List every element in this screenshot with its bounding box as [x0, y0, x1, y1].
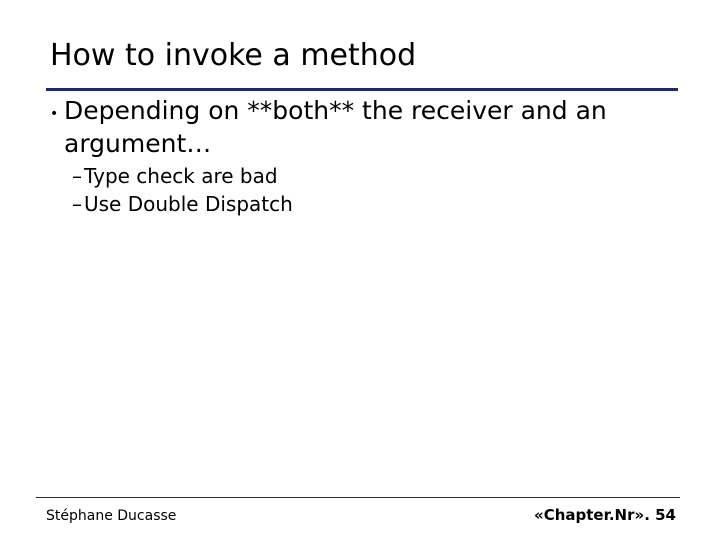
sub-item-label: Use Double Dispatch	[84, 192, 293, 216]
footer-author: Stéphane Ducasse	[46, 508, 177, 524]
footer-divider	[36, 497, 680, 498]
bullet-marker: •	[50, 106, 59, 122]
sub-item-dash: –	[72, 164, 82, 188]
title-divider	[46, 88, 678, 91]
sub-item-dash: –	[72, 192, 82, 216]
sub-item-label: Type check are bad	[84, 164, 278, 188]
sub-item-type-check	[72, 162, 278, 190]
bullet-text: Depending on **both** the receiver and an argument…	[64, 96, 607, 158]
slide-title: How to invoke a method	[50, 38, 417, 73]
sub-item-double-dispatch	[72, 190, 293, 218]
footer-page-number: «Chapter.Nr». 54	[534, 506, 676, 524]
